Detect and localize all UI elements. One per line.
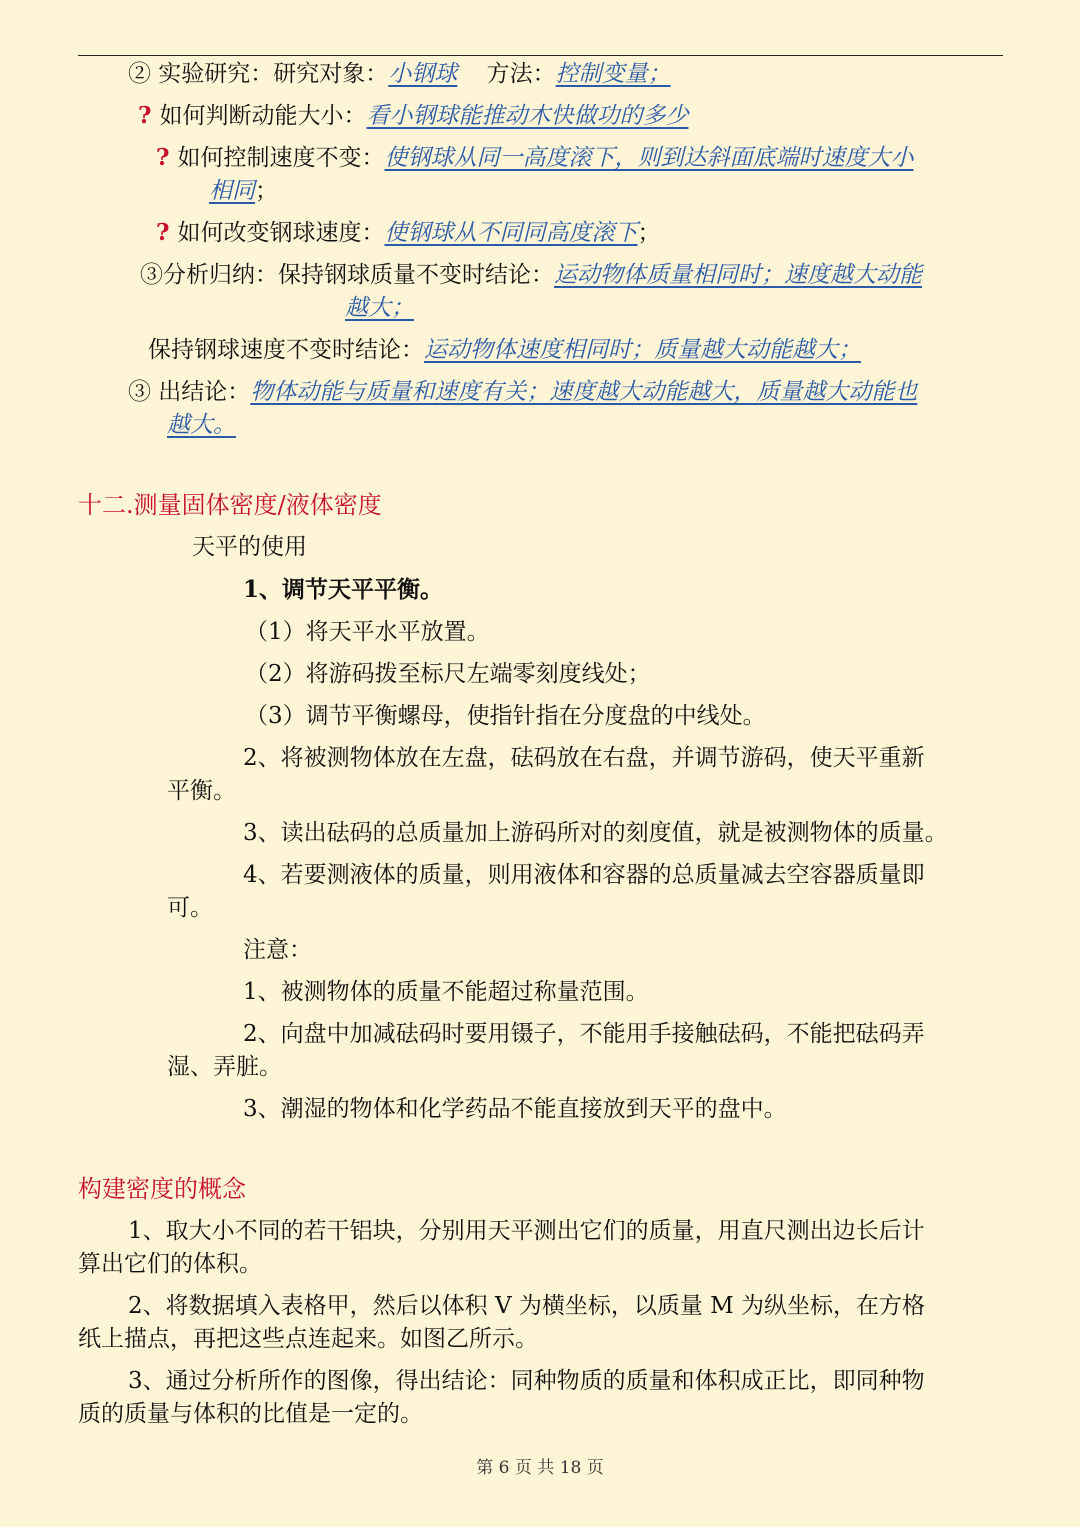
- speed-conclusion-line: [148, 333, 861, 367]
- density-concept-title: 构建密度的概念: [78, 1175, 246, 1203]
- question-change-answer: 使钢球从不同同高度滚下: [384, 220, 638, 246]
- note-1: 1、被测物体的质量不能超过称量范围。: [243, 979, 649, 1005]
- question-speed-answer: 使钢球从同一高度滚下，则到达斜面底端时速度大小: [384, 145, 914, 171]
- step-3: 3、读出砝码的总质量加上游码所对的刻度值，就是被测物体的质量。: [243, 820, 948, 846]
- research-label: ② 实验研究：研究对象：: [128, 61, 389, 87]
- analysis-line-2: [345, 291, 414, 325]
- question-judge-answer: 看小钢球能推动木快做功的多少: [366, 103, 689, 129]
- conclusion-line-2: [167, 408, 236, 442]
- conclusion-answer: 物体动能与质量和速度有关；速度越大动能越大，质量越大动能也: [250, 379, 918, 405]
- step-4: 4、若要测液体的质量，则用液体和容器的总质量减去空容器质量即: [243, 862, 925, 888]
- page-footer: 第 6 页 共 18 页: [476, 1458, 604, 1478]
- step-1-text: 1、调节天平平衡。: [243, 576, 444, 603]
- density-para-1-cont: 算出它们的体积。: [78, 1251, 262, 1277]
- step-2: 2、将被测物体放在左盘，砝码放在右盘，并调节游码，使天平重新: [243, 745, 925, 771]
- step-1c: （3）调节平衡螺母，使指针指在分度盘的中线处。: [245, 703, 766, 729]
- question-speed-answer-cont: 相同: [209, 178, 255, 204]
- punctuation: ；: [255, 178, 278, 204]
- note-label: 注意：: [243, 937, 312, 963]
- question-speed-line: [156, 141, 913, 175]
- analysis-answer: 运动物体质量相同时；速度越大动能: [554, 262, 922, 288]
- analysis-line: [140, 258, 922, 292]
- question-change-line: [156, 216, 660, 250]
- question-judge-label: 如何判断动能大小：: [159, 103, 367, 129]
- density-para-2: 2、将数据填入表格甲，然后以体积 V 为横坐标，以质量 M 为纵坐标，在方格: [128, 1293, 926, 1319]
- conclusion-line: [128, 375, 917, 409]
- analysis-answer-cont: 越大；: [345, 295, 414, 321]
- research-object: 小钢球: [388, 61, 458, 87]
- question-speed-line-2: [209, 174, 278, 208]
- density-para-2-cont: 纸上描点，再把这些点连起来。如图乙所示。: [78, 1326, 538, 1352]
- density-para-3-cont: 质的质量与体积的比值是一定的。: [78, 1401, 423, 1427]
- punctuation: ；: [637, 220, 661, 246]
- header-rule: [78, 55, 1003, 56]
- speed-conclusion-label: 保持钢球速度不变时结论：: [148, 337, 424, 363]
- question-speed-label: 如何控制速度不变：: [177, 145, 385, 171]
- research-line: [128, 57, 671, 91]
- step-1b: （2）将游码拨至标尺左端零刻度线处；: [245, 661, 651, 687]
- conclusion-answer-cont: 越大。: [167, 412, 236, 438]
- question-mark-icon: ?: [138, 102, 152, 129]
- question-mark-icon: ?: [156, 219, 170, 246]
- step-2-cont: 平衡。: [167, 778, 236, 804]
- density-para-3: 3、通过分析所作的图像，得出结论：同种物质的质量和体积成正比，即同种物: [128, 1368, 925, 1394]
- method-value: 控制变量；: [555, 61, 671, 87]
- analysis-label: ③分析归纳：保持钢球质量不变时结论：: [140, 262, 554, 288]
- question-judge-line: [138, 99, 688, 133]
- step-4-cont: 可。: [167, 895, 213, 921]
- method-label: 方法：: [486, 61, 556, 87]
- question-change-label: 如何改变钢球速度：: [177, 220, 385, 246]
- step-1: [243, 573, 443, 607]
- speed-conclusion-answer: 运动物体速度相同时；质量越大动能越大；: [424, 337, 861, 363]
- step-1a: （1）将天平水平放置。: [245, 619, 490, 645]
- question-mark-icon: ?: [156, 144, 170, 171]
- section-12-title: 十二.测量固体密度/液体密度: [78, 491, 382, 519]
- note-2: 2、向盘中加减砝码时要用镊子，不能用手接触砝码，不能把砝码弄: [243, 1021, 925, 1047]
- density-para-1: 1、取大小不同的若干铝块，分别用天平测出它们的质量，用直尺测出边长后计: [128, 1218, 925, 1244]
- note-3: 3、潮湿的物体和化学药品不能直接放到天平的盘中。: [243, 1096, 787, 1122]
- conclusion-label: ③ 出结论：: [128, 379, 251, 405]
- note-2-cont: 湿、弄脏。: [167, 1054, 282, 1080]
- balance-usage-subtitle: 天平的使用: [192, 534, 307, 560]
